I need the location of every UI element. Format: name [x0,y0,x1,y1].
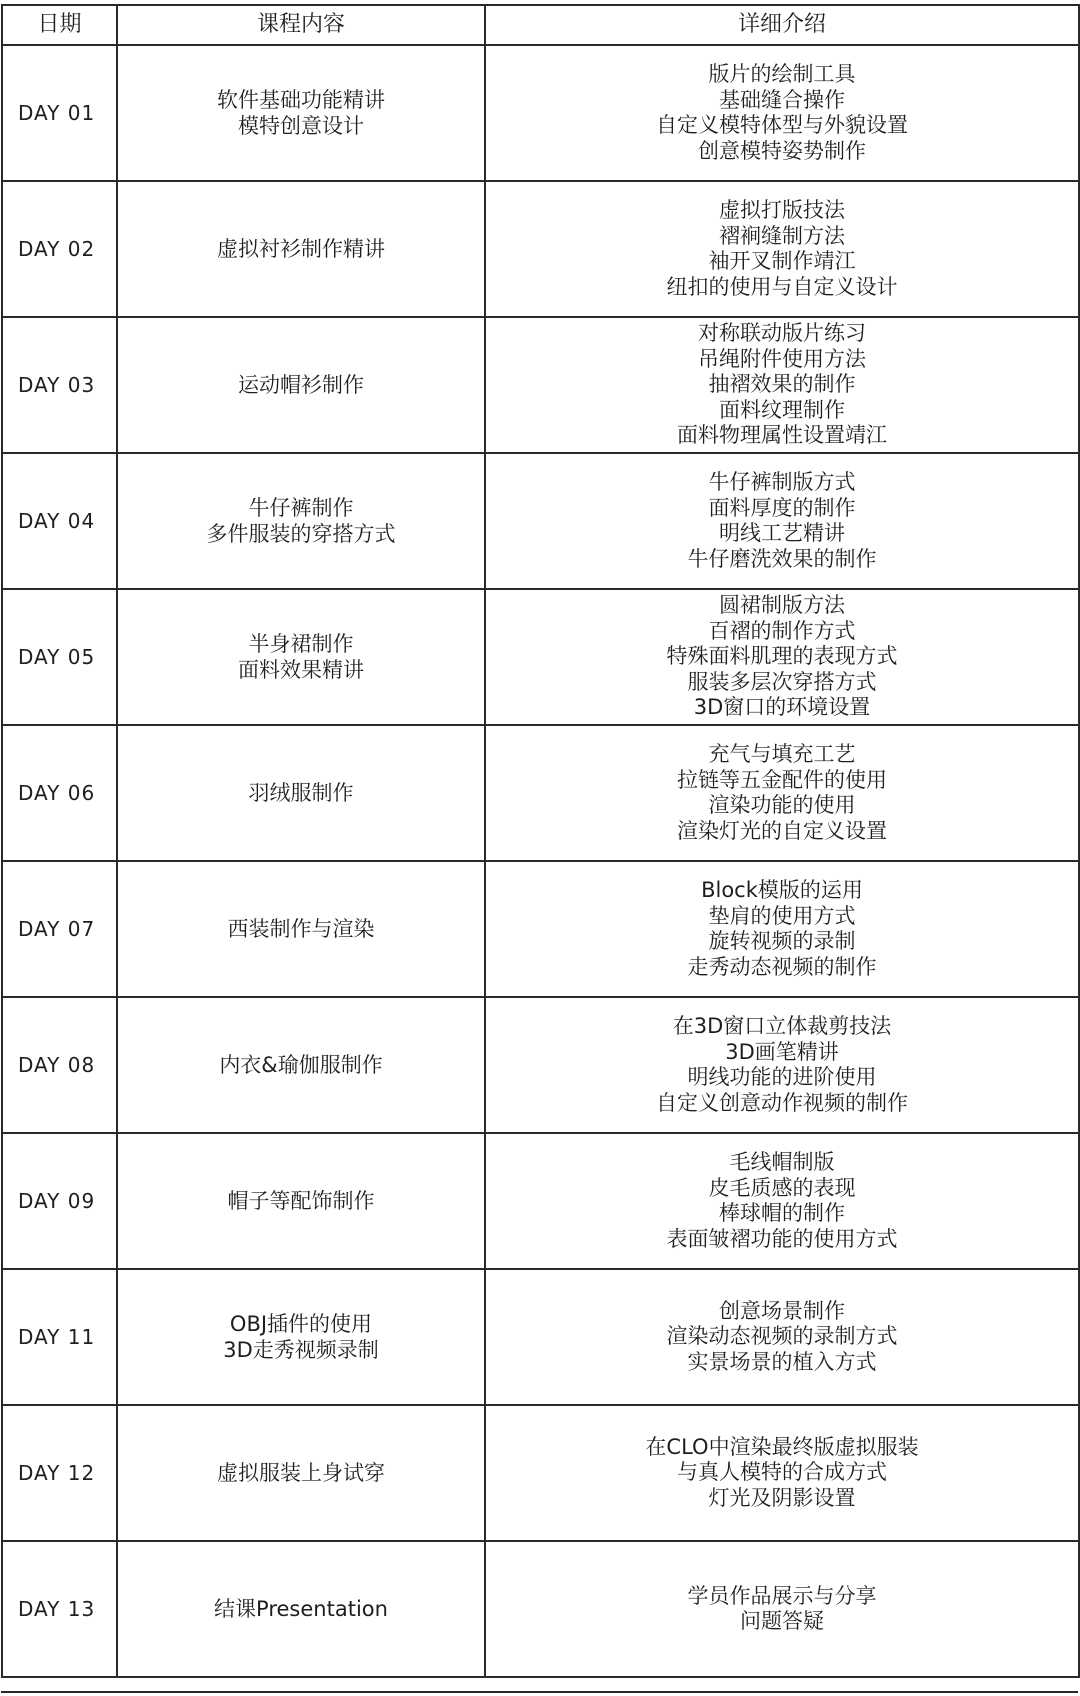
course-content-cell [117,45,485,181]
course-content-cell [117,1133,485,1269]
table-row [2,589,1079,725]
course-content-line: 半身裙制作 [248,632,354,656]
detail-line: 袖开叉制作靖江 [708,249,856,273]
detail-line: 牛仔磨洗效果的制作 [687,546,877,571]
course-content-line: 面料效果精讲 [238,658,364,682]
detail-line: 抽褶效果的制作 [708,372,856,397]
detail-line: 基础缝合操作 [719,87,845,112]
detail-line: 渲染功能的使用 [708,793,856,817]
course-content-line: 运动帽衫制作 [238,373,364,397]
day-cell: DAY 09 [2,1133,117,1269]
detail-line: 在3D窗口立体裁剪技法 [672,1014,892,1038]
detail-cell [485,1405,1079,1541]
detail-line: 百褶的制作方式 [708,618,856,643]
course-content-cell [117,589,485,725]
course-content-line: 结课Presentation [214,1597,388,1621]
detail-cell [485,181,1079,317]
table-row [2,317,1079,453]
detail-line: 面料厚度的制作 [708,495,856,520]
detail-line: 对称联动版片练习 [698,321,866,346]
detail-line: 面料物理属性设置靖江 [677,423,887,448]
detail-line: 牛仔裤制版方式 [708,470,856,494]
course-content-cell [117,725,485,861]
detail-line: 圆裙制版方法 [719,593,845,618]
course-content-line: 模特创意设计 [238,114,364,138]
detail-line: 明线功能的进阶使用 [687,1065,877,1089]
detail-line: 拉链等五金配件的使用 [677,767,887,792]
detail-line: 学员作品展示与分享 [687,1583,877,1608]
detail-line: 创意场景制作 [719,1298,845,1323]
detail-line: 充气与填充工艺 [708,742,856,766]
detail-line: 面料纹理制作 [719,397,845,422]
course-schedule-table [1,4,1080,1678]
course-content-cell [117,861,485,997]
detail-line: 特殊面料肌理的表现方式 [666,644,898,669]
day-cell: DAY 01 [2,45,117,181]
detail-line: 在CLO中渲染最终版虚拟服装 [645,1434,919,1459]
detail-line: 旋转视频的录制 [708,929,856,953]
table-row [2,1541,1079,1677]
table-row [2,1269,1079,1405]
table-row [2,453,1079,589]
detail-line: 走秀动态视频的制作 [687,954,877,979]
header-course-content: 课程内容 [117,5,485,45]
detail-line: 创意模特姿势制作 [698,138,866,163]
detail-line: 渲染灯光的自定义设置 [677,818,887,843]
course-content-cell [117,1541,485,1677]
day-cell: DAY 08 [2,997,117,1133]
header-detail: 详细介绍 [485,5,1079,45]
detail-line: 与真人模特的合成方式 [677,1460,887,1485]
detail-line: Block模版的运用 [701,878,863,902]
detail-line: 纽扣的使用与自定义设计 [666,274,898,299]
day-cell: DAY 06 [2,725,117,861]
detail-cell [485,861,1079,997]
course-content-cell [117,453,485,589]
detail-line: 棒球帽的制作 [719,1201,845,1225]
detail-line: 自定义创意动作视频的制作 [656,1090,908,1115]
course-content-line: 帽子等配饰制作 [227,1189,375,1213]
bottom-border-line [1,1691,1078,1693]
detail-line: 褶裥缝制方法 [719,223,845,248]
course-content-line: 3D走秀视频录制 [223,1338,379,1362]
table-row [2,725,1079,861]
day-cell: DAY 04 [2,453,117,589]
header-day: 日期 [2,5,117,45]
detail-cell [485,1541,1079,1677]
course-content-cell [117,1269,485,1405]
detail-line: 垫肩的使用方式 [708,903,856,928]
detail-cell [485,1133,1079,1269]
course-content-cell [117,181,485,317]
detail-line: 3D窗口的环境设置 [693,695,871,720]
day-cell: DAY 03 [2,317,117,453]
detail-cell [485,997,1079,1133]
course-content-cell [117,317,485,453]
detail-line: 皮毛质感的表现 [708,1175,856,1200]
course-content-line: 牛仔裤制作 [248,496,354,520]
course-content-cell [117,1405,485,1541]
course-content-line: 虚拟服装上身试穿 [217,1461,385,1485]
detail-line: 自定义模特体型与外貌设置 [656,113,908,137]
day-cell: DAY 05 [2,589,117,725]
detail-line: 版片的绘制工具 [708,62,856,86]
table-row [2,1405,1079,1541]
detail-cell [485,725,1079,861]
course-content-line: 多件服装的穿搭方式 [206,522,396,546]
table-row [2,45,1079,181]
course-content-line: 西装制作与渲染 [227,917,375,941]
course-content-line: 内衣&瑜伽服制作 [219,1053,383,1077]
course-content-line: 软件基础功能精讲 [217,88,385,112]
detail-line: 实景场景的植入方式 [687,1349,877,1374]
detail-line: 灯光及阴影设置 [708,1485,856,1510]
course-content-line: OBJ插件的使用 [229,1312,373,1336]
day-cell: DAY 02 [2,181,117,317]
detail-line: 问题答疑 [740,1609,824,1633]
detail-line: 吊绳附件使用方法 [698,346,866,371]
course-content-line: 羽绒服制作 [248,781,354,805]
detail-line: 3D画笔精讲 [725,1039,839,1064]
table-row [2,181,1079,317]
detail-line: 虚拟打版技法 [719,198,845,222]
detail-line: 表面皱褶功能的使用方式 [666,1226,898,1251]
day-cell: DAY 13 [2,1541,117,1677]
detail-line: 服装多层次穿搭方式 [687,669,877,694]
detail-cell [485,1269,1079,1405]
table-row [2,1133,1079,1269]
table-row [2,997,1079,1133]
day-cell: DAY 07 [2,861,117,997]
course-content-cell [117,997,485,1133]
table-header-row [2,5,1079,45]
detail-cell [485,453,1079,589]
day-cell: DAY 12 [2,1405,117,1541]
day-cell: DAY 11 [2,1269,117,1405]
course-content-line: 虚拟衬衫制作精讲 [217,237,385,261]
table-body [2,45,1079,1677]
detail-line: 渲染动态视频的录制方式 [666,1324,898,1349]
detail-cell [485,317,1079,453]
detail-line: 明线工艺精讲 [719,521,845,545]
table-row [2,861,1079,997]
detail-cell [485,589,1079,725]
detail-line: 毛线帽制版 [729,1150,835,1174]
detail-cell [485,45,1079,181]
